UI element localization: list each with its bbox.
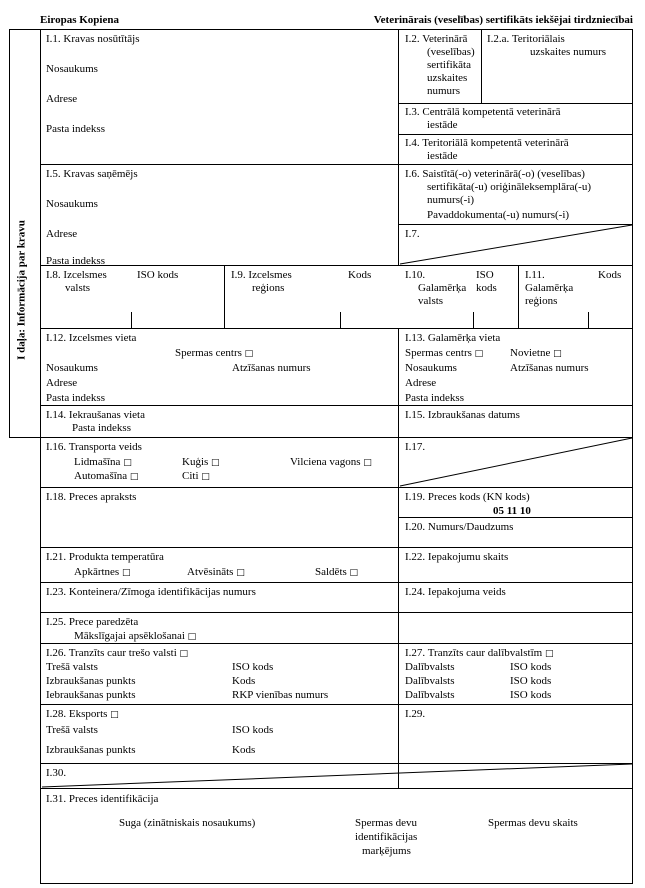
aircraft-checkbox[interactable]: Lidmašīna □: [74, 456, 132, 468]
species-column: Suga (zinātniskais nosaukums): [119, 817, 256, 829]
chilled-checkbox[interactable]: Atvēsināts □: [187, 566, 245, 578]
box-i20-quantity[interactable]: I.20. Numurs/Daudzums: [405, 521, 514, 533]
frozen-checkbox[interactable]: Saldēts □: [315, 566, 359, 578]
box-i15-departure-date[interactable]: I.15. Izbraukšanas datums: [405, 409, 520, 421]
semen-centre-origin-checkbox[interactable]: Spermas centrs □: [175, 347, 254, 359]
holding-checkbox[interactable]: Novietne □: [510, 347, 562, 359]
insemination-checkbox[interactable]: Mākslīgajai apsēklošanai □: [74, 630, 197, 642]
header-left: Eiropas Kopiena: [40, 14, 119, 26]
side-label: I daļa: Informācija par kravu: [15, 220, 28, 360]
box-i22-number-of-packages[interactable]: I.22. Iepakojumu skaits: [405, 551, 509, 563]
commodity-code-value: 05 11 10: [493, 505, 531, 517]
ambient-checkbox[interactable]: Apkārtnes □: [74, 566, 131, 578]
marking-column-line3: marķējums: [362, 845, 411, 857]
box-i30: I.30.: [46, 767, 67, 779]
box-i18-description[interactable]: I.18. Preces apraksts: [46, 491, 137, 503]
count-column: Spermas devu skaits: [488, 817, 578, 829]
box-i17: I.17.: [405, 441, 426, 453]
box-i7: I.7.: [405, 228, 420, 240]
box-i24-type-of-packaging[interactable]: I.24. Iepakojuma veids: [405, 586, 506, 598]
other-transport-checkbox[interactable]: Citi □: [182, 470, 210, 482]
box-i23-seal-number[interactable]: I.23. Konteinera/Zīmoga identifikācijas numurs: [46, 586, 256, 598]
marking-column-line2: identifikācijas: [355, 831, 418, 843]
transit-third-country-checkbox[interactable]: I.26. Tranzīts caur trešo valsti □: [46, 647, 189, 659]
semen-centre-destination-checkbox[interactable]: Spermas centrs □: [405, 347, 484, 359]
ship-checkbox[interactable]: Kuģis □: [182, 456, 220, 468]
export-checkbox[interactable]: I.28. Eksports □: [46, 708, 119, 720]
header-title: Veterinārais (veselības) sertifikāts iekšējai tirdzniecībai: [373, 14, 633, 26]
marking-column-line1: Spermas devu: [355, 817, 418, 829]
railway-checkbox[interactable]: Vilciena vagons □: [290, 456, 372, 468]
road-vehicle-checkbox[interactable]: Automašīna □: [74, 470, 139, 482]
box-i29: I.29.: [405, 708, 426, 720]
transit-member-states-checkbox[interactable]: I.27. Tranzīts caur dalībvalstīm □: [405, 647, 554, 659]
